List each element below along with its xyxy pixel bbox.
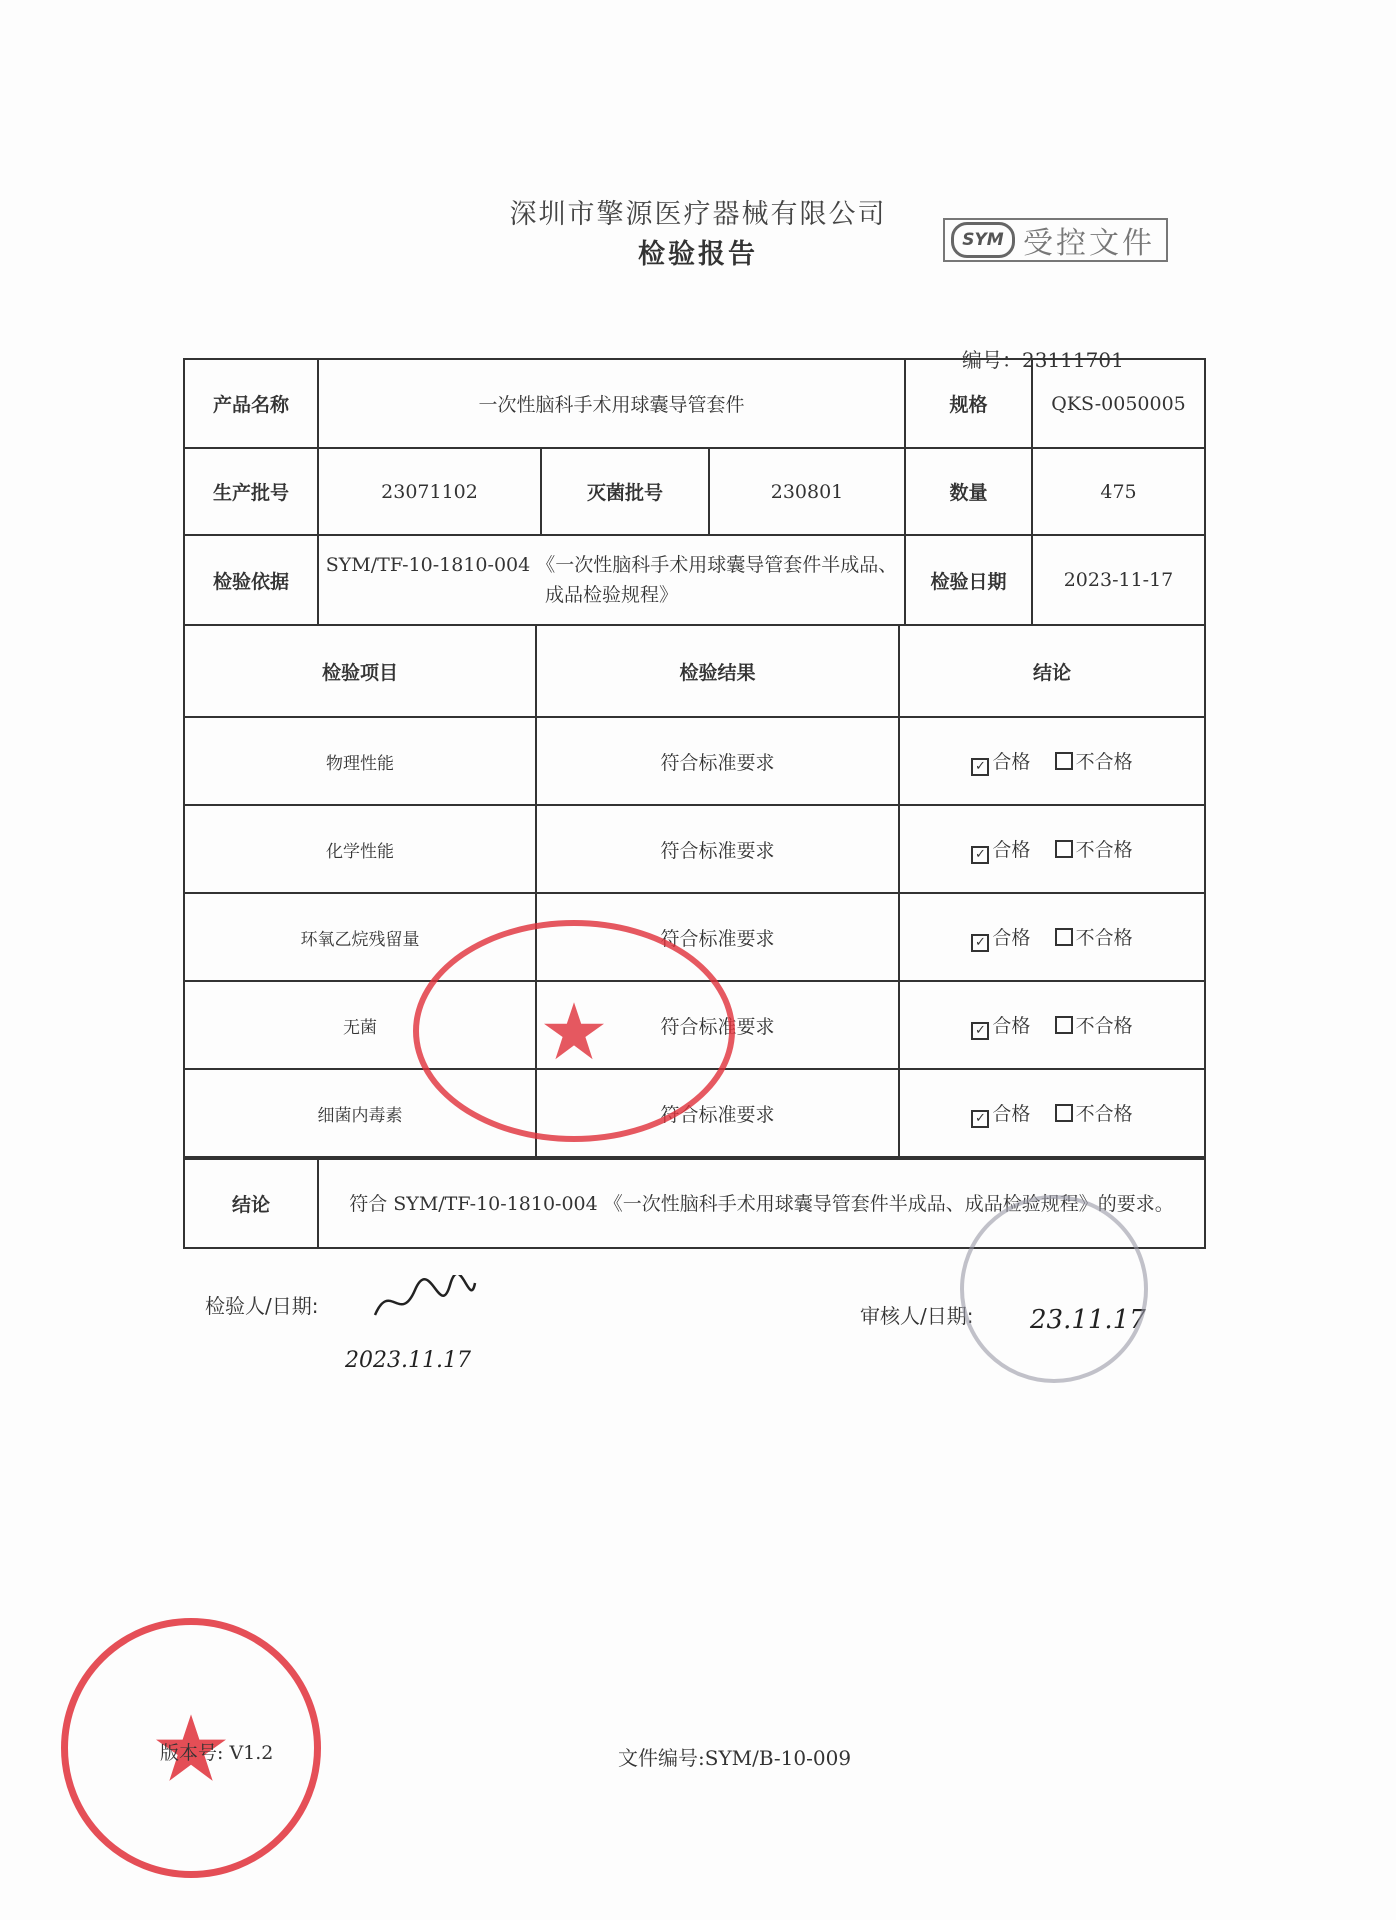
test-conclusion (899, 805, 1205, 893)
pass-label: 合格 (992, 838, 1031, 861)
sym-logo-icon: SYM (951, 222, 1015, 258)
steril-batch-label: 灭菌批号 (541, 448, 709, 535)
product-name: 一次性脑科手术用球囊导管套件 (318, 359, 905, 448)
company-name: 深圳市擎源医疗器械有限公司 (509, 199, 887, 230)
info-table-product (183, 358, 1206, 449)
test-conclusion (899, 717, 1205, 805)
star-icon (544, 1002, 604, 1060)
basis-value: SYM/TF-10-1810-004 《一次性脑科手术用球囊导管套件半成品、成品检验规程》 (318, 535, 905, 625)
pass-checkbox[interactable]: ✓ (971, 846, 989, 864)
spec-value: QKS-0050005 (1032, 359, 1205, 448)
test-result: 符合标准要求 (536, 805, 899, 893)
test-result: 符合标准要求 (536, 1069, 899, 1157)
date-label: 检验日期 (905, 535, 1032, 625)
header-result: 检验结果 (536, 625, 899, 717)
pass-label: 合格 (992, 926, 1031, 949)
fail-label: 不合格 (1075, 926, 1133, 949)
pass-label: 合格 (992, 1102, 1031, 1125)
test-item: 化学性能 (184, 805, 536, 893)
batch-value: 23071102 (318, 448, 541, 535)
test-item: 无菌 (184, 981, 536, 1069)
pass-checkbox[interactable]: ✓ (971, 1110, 989, 1128)
fail-checkbox[interactable] (1055, 1016, 1073, 1034)
inspector-label: 检验人/日期: (205, 1294, 319, 1318)
test-item: 细菌内毒素 (184, 1069, 536, 1157)
result-row (184, 717, 1205, 805)
test-conclusion (899, 981, 1205, 1069)
controlled-document-stamp (943, 218, 1168, 262)
gray-company-seal (960, 1195, 1148, 1383)
test-item: 物理性能 (184, 717, 536, 805)
basis-label: 检验依据 (184, 535, 318, 625)
spec-label: 规格 (905, 359, 1032, 448)
fail-label: 不合格 (1075, 838, 1133, 861)
test-item: 环氧乙烷残留量 (184, 893, 536, 981)
doc-no-label: 编号： (962, 348, 1022, 372)
header-conclusion: 结论 (899, 625, 1205, 717)
doc-no-value: 23111701 (1022, 348, 1124, 372)
pass-checkbox[interactable]: ✓ (971, 1022, 989, 1040)
pass-checkbox[interactable]: ✓ (971, 934, 989, 952)
qty-label: 数量 (905, 448, 1032, 535)
test-result: 符合标准要求 (536, 893, 899, 981)
file-number: 文件编号:SYM/B-10-009 (618, 1746, 852, 1770)
qty-value: 475 (1032, 448, 1205, 535)
fail-checkbox[interactable] (1055, 840, 1073, 858)
test-result: 符合标准要求 (536, 981, 899, 1069)
conclusion-label: 结论 (184, 1159, 318, 1248)
fail-label: 不合格 (1075, 750, 1133, 773)
fail-label: 不合格 (1075, 1102, 1133, 1125)
controlled-label: 受控文件 (1023, 226, 1155, 261)
inspector-date: 2023.11.17 (345, 1348, 471, 1373)
pass-label: 合格 (992, 750, 1031, 773)
result-row (184, 805, 1205, 893)
fail-checkbox[interactable] (1055, 1104, 1073, 1122)
fail-label: 不合格 (1075, 1014, 1133, 1037)
test-conclusion (899, 893, 1205, 981)
red-qc-seal (413, 920, 735, 1142)
reviewer-label: 审核人/日期: (860, 1304, 974, 1328)
product-name-label: 产品名称 (184, 359, 318, 448)
date-value: 2023-11-17 (1032, 535, 1205, 625)
pass-checkbox[interactable]: ✓ (971, 758, 989, 776)
test-result: 符合标准要求 (536, 717, 899, 805)
info-table-basis (183, 534, 1206, 626)
batch-label: 生产批号 (184, 448, 318, 535)
version-number: 版本号: V1.2 (160, 1742, 274, 1764)
test-conclusion (899, 1069, 1205, 1157)
reviewer-date: 23.11.17 (1030, 1305, 1146, 1335)
fail-checkbox[interactable] (1055, 928, 1073, 946)
conclusion-text: 符合 SYM/TF-10-1810-004 《一次性脑科手术用球囊导管套件半成品、成品检验规程》的要求。 (318, 1159, 1205, 1248)
info-table-batch (183, 447, 1206, 536)
pass-label: 合格 (992, 1014, 1031, 1037)
fail-checkbox[interactable] (1055, 752, 1073, 770)
steril-batch-value: 230801 (709, 448, 905, 535)
inspector-signature (370, 1275, 480, 1330)
report-title: 检验报告 (638, 239, 758, 270)
header-item: 检验项目 (184, 625, 536, 717)
